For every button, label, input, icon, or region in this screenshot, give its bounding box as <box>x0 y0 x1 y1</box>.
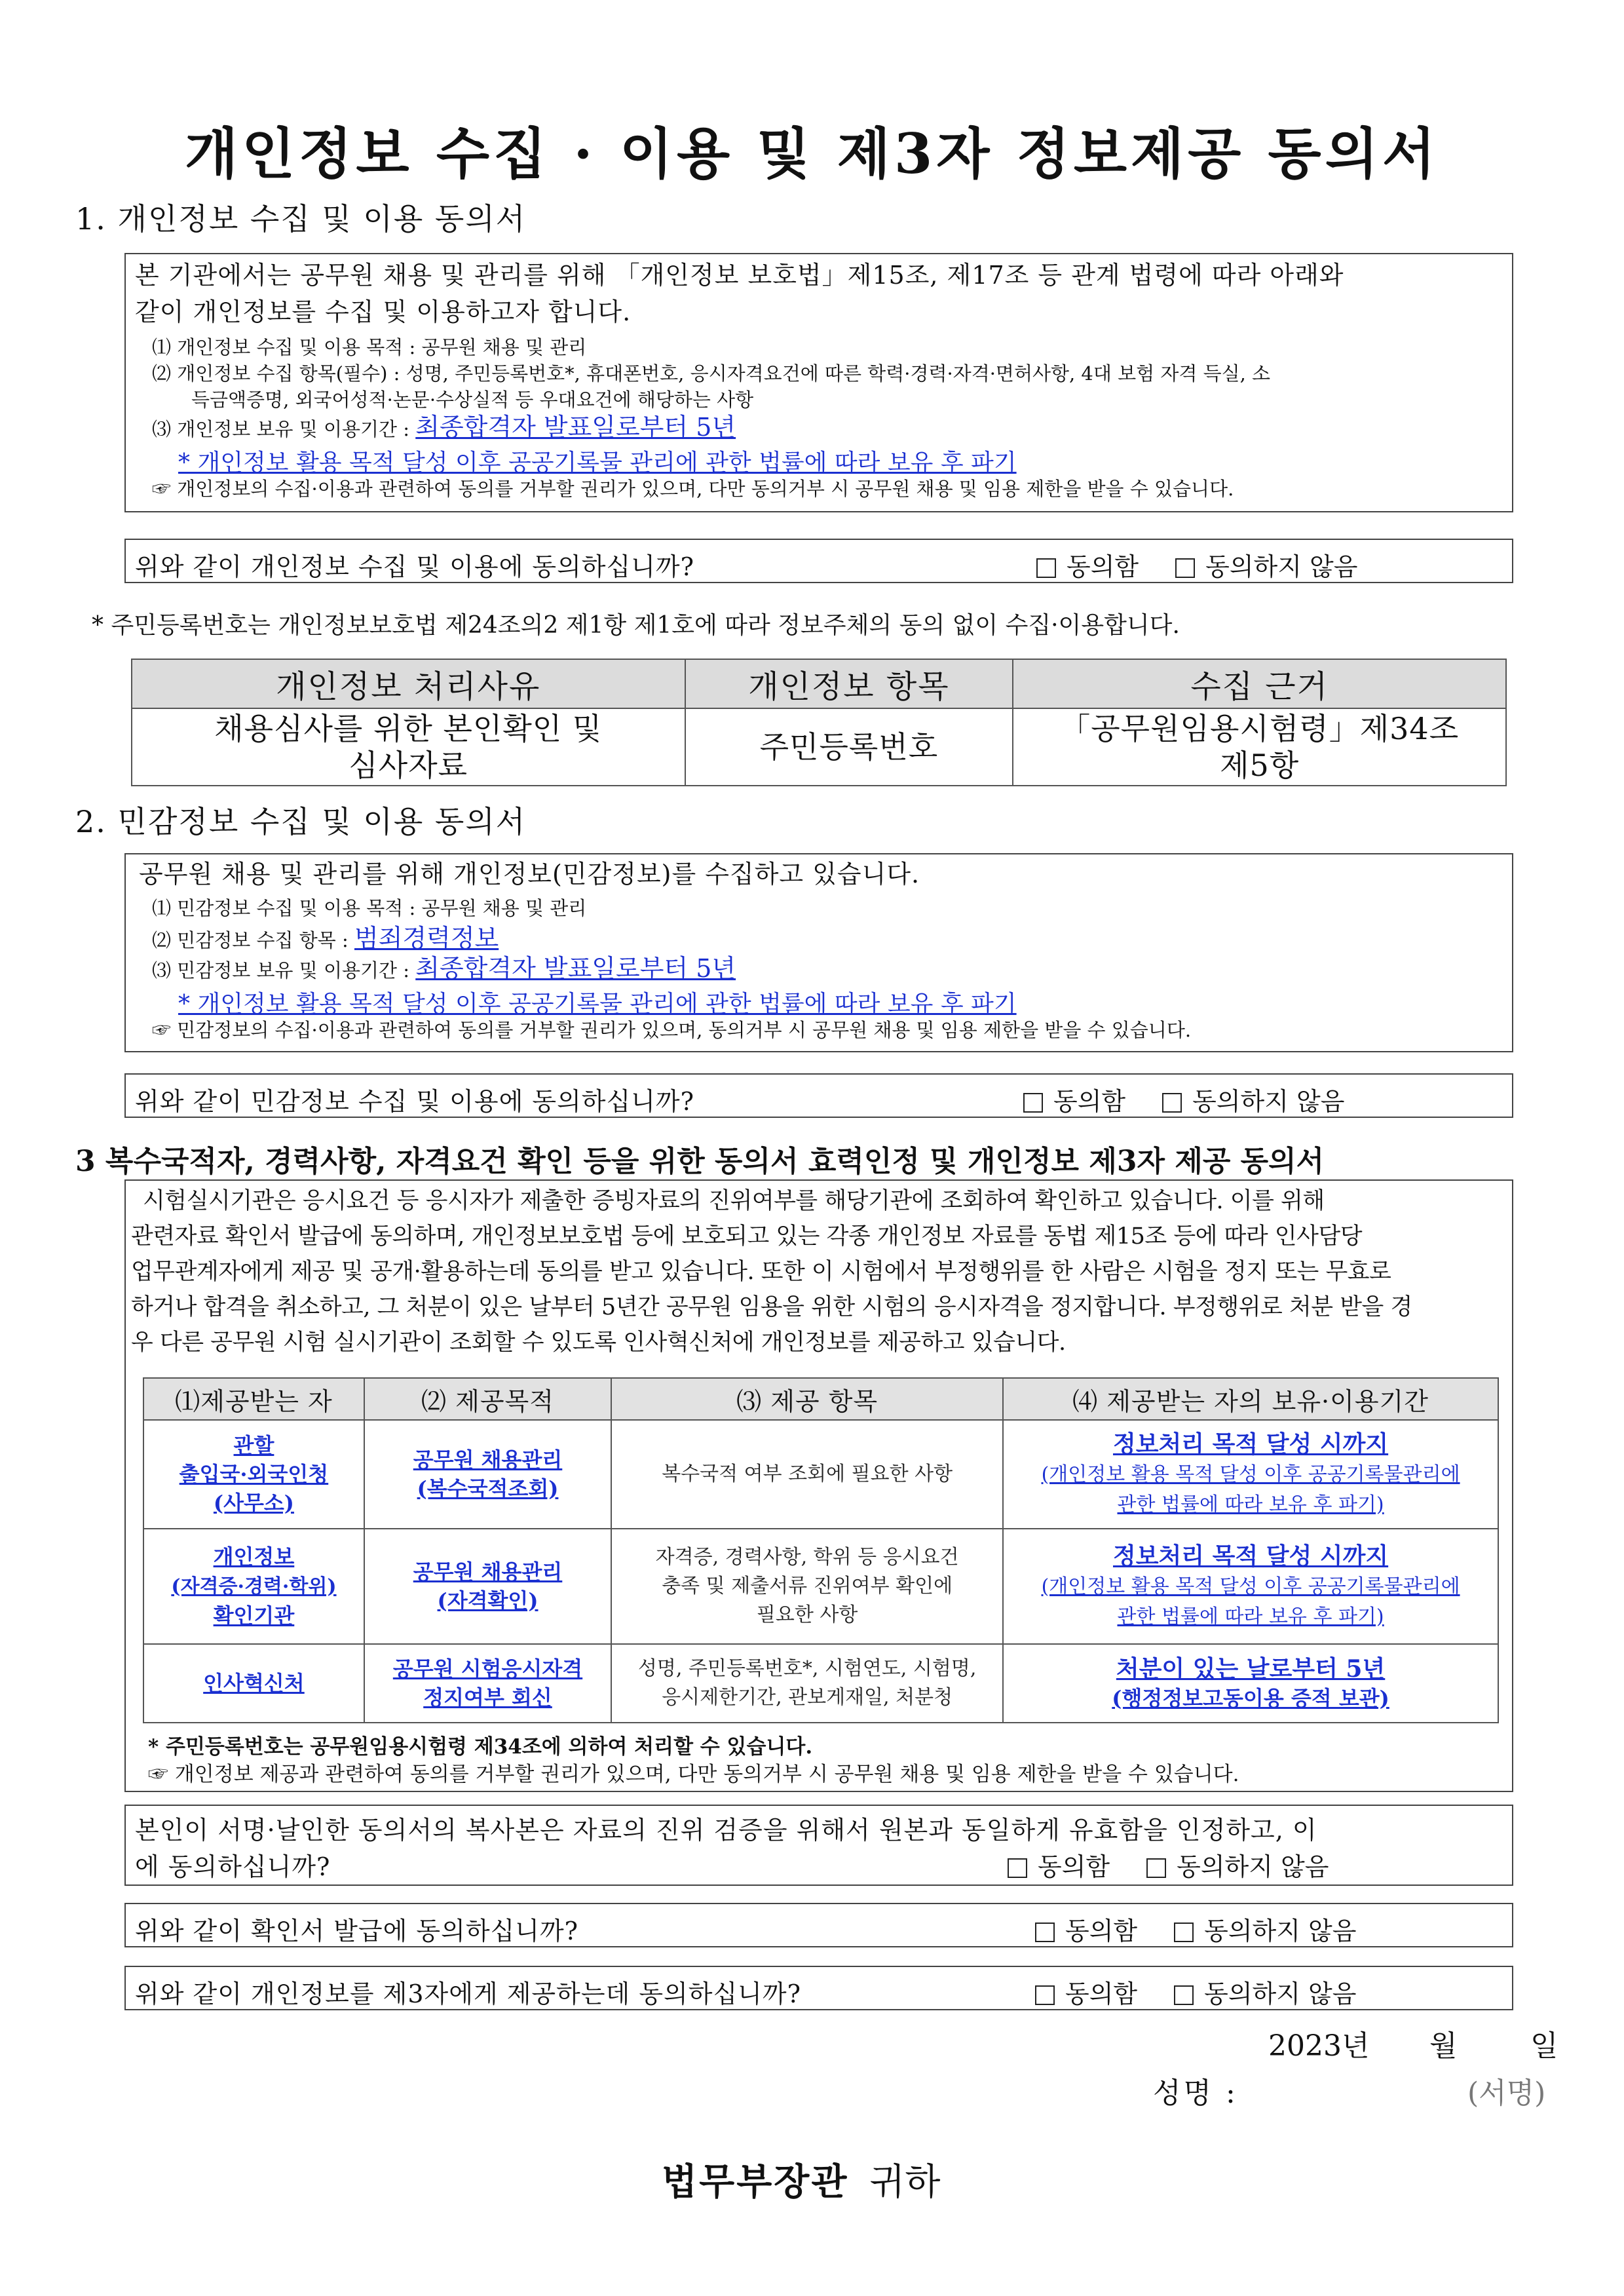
section1-notice: ☞ 개인정보의 수집·이용과 관련하여 동의를 거부할 권리가 있으며, 다만 동의거부 시 공무원 채용 및 임용 제한을 받을 수 있습니다. <box>152 478 1234 500</box>
section2-item2-value: 범죄경력정보 <box>354 924 499 953</box>
section1-intro-line2: 같이 개인정보를 수집 및 이용하고자 합니다. <box>135 297 632 326</box>
section1-disagree-checkbox[interactable] <box>1175 558 1195 578</box>
provision-row3-period: 처분이 있는 날로부터 5년 (행정정보고동이용 증적 보관) <box>1003 1644 1498 1723</box>
provision-row1-purpose: 공무원 채용관리 (복수국적조회) <box>364 1420 611 1529</box>
provision-row2-recipient: 개인정보 (자격증·경력·학위) 확인기관 <box>143 1529 364 1644</box>
section2-question: 위와 같이 민감정보 수집 및 이용에 동의하십니까? <box>135 1087 695 1116</box>
rrn-table <box>131 659 1507 786</box>
section2-question-box <box>124 1073 1513 1118</box>
confirm-question: 위와 같이 확인서 발급에 동의하십니까? <box>135 1917 579 1945</box>
section3-para-line3: 업무관계자에게 제공 및 공개·활용하는데 동의를 받고 있습니다. 또한 이 시험에서 부정행위를 한 사람은 시험을 정지 또는 무효로 <box>131 1259 1391 1285</box>
section2-consent-options <box>1023 1081 1344 1117</box>
copy-validity-question-box <box>124 1805 1513 1886</box>
section2-item2-label: ⑵ 민감정보 수집 항목 : <box>152 929 354 951</box>
section2-item3-value: 최종합격자 발표일로부터 5년 <box>415 954 736 983</box>
section1-box <box>124 253 1513 512</box>
copy-validity-agree-checkbox[interactable] <box>1008 1858 1027 1878</box>
provision-row3-items: 성명, 주민등록번호*, 시험연도, 시험명, 응시제한기간, 관보게재일, 처분청 <box>611 1644 1003 1723</box>
provision-row2-purpose: 공무원 채용관리 (자격확인) <box>364 1529 611 1644</box>
section1-disagree-label: 동의하지 않음 <box>1205 552 1358 581</box>
section1-item3-label: ⑶ 개인정보 보유 및 이용기간 : <box>152 418 416 440</box>
table-row <box>143 1420 1498 1529</box>
confirm-disagree-label: 동의하지 않음 <box>1204 1917 1357 1945</box>
copy-validity-question-line2: 에 동의하십니까? <box>135 1852 331 1881</box>
provision-row1-period: 정보처리 목적 달성 시까지 (개인정보 활용 목적 달성 이후 공공기록물관리에 관한 법률에 따라 보유 후 파기) <box>1003 1420 1498 1529</box>
section3-heading: 3 복수국적자, 경력사항, 자격요건 확인 등을 위한 동의서 효력인정 및 개인정보 제3자 제공 동의서 <box>75 1145 1325 1178</box>
rrn-table-item: 주민등록번호 <box>685 708 1013 786</box>
section2-disagree-label: 동의하지 않음 <box>1192 1087 1345 1116</box>
provision-header-period: ⑷ 제공받는 자의 보유·이용기간 <box>1003 1378 1498 1420</box>
rrn-table-header-basis: 수집 근거 <box>1013 659 1506 708</box>
table-row <box>143 1529 1498 1644</box>
section2-heading: 2. 민감정보 수집 및 이용 동의서 <box>75 804 527 839</box>
copy-validity-consent-options <box>1008 1846 1329 1883</box>
signature-name-label: 성명 : <box>1153 2076 1238 2110</box>
section1-item2-line2: 득금액증명, 외국어성적·논문·수상실적 등 우대요건에 해당하는 사항 <box>191 389 754 411</box>
thirdparty-agree-checkbox[interactable] <box>1035 1985 1055 2005</box>
section2-item3-note: * 개인정보 활용 목적 달성 이후 공공기록물 관리에 관한 법률에 따라 보유 후 파기 <box>178 991 1017 1018</box>
section1-item3-value: 최종합격자 발표일로부터 5년 <box>415 413 736 442</box>
date-day[interactable]: 일 <box>1530 2029 1558 2063</box>
section2-item1: ⑴ 민감정보 수집 및 이용 목적 : 공무원 채용 및 관리 <box>152 897 587 919</box>
section1-question-box <box>124 539 1513 583</box>
section1-agree-checkbox[interactable] <box>1036 558 1056 578</box>
section2-agree-checkbox[interactable] <box>1023 1093 1043 1113</box>
rrn-table-header-reason: 개인정보 처리사유 <box>132 659 685 708</box>
addressee-suffix: 귀하 <box>869 2161 941 2204</box>
thirdparty-disagree-checkbox[interactable] <box>1174 1985 1194 2005</box>
section3-rrn-note: * 주민등록번호는 공무원임용시험령 제34조에 의하여 처리할 수 있습니다. <box>148 1735 813 1759</box>
section3-para-line4: 하거나 합격을 취소하고, 그 처분이 있은 날부터 5년간 공무원 임용을 위한 시험의 응시자격을 정지합니다. 부정행위로 처분 받을 경 <box>131 1294 1412 1320</box>
section2-agree-label: 동의함 <box>1053 1087 1126 1116</box>
date-month[interactable]: 월 <box>1429 2029 1458 2063</box>
rrn-table-reason: 채용심사를 위한 본인확인 및 심사자료 <box>132 708 685 786</box>
confirm-agree-checkbox[interactable] <box>1035 1923 1055 1942</box>
section2-intro: 공무원 채용 및 관리를 위해 개인정보(민감정보)를 수집하고 있습니다. <box>139 860 920 889</box>
section1-item2-line1: ⑵ 개인정보 수집 항목(필수) : 성명, 주민등록번호*, 휴대폰번호, 응시자격요건에 따른 학력·경력·자격·면허사항, 4대 보험 자격 득실, 소 <box>152 362 1271 385</box>
thirdparty-question-box <box>124 1966 1513 2010</box>
provision-row3-purpose: 공무원 시험응시자격 정지여부 회신 <box>364 1644 611 1723</box>
confirm-agree-label: 동의함 <box>1065 1917 1138 1945</box>
document-title: 개인정보 수집 · 이용 및 제3자 정보제공 동의서 <box>185 121 1439 186</box>
section2-box <box>124 853 1513 1052</box>
provision-row2-items: 자격증, 경력사항, 학위 등 응시요건 충족 및 제출서류 진위여부 확인에 필요한 사항 <box>611 1529 1003 1644</box>
section1-intro-line1: 본 기관에서는 공무원 채용 및 관리를 위해 「개인정보 보호법」제15조, 제17조 등 관계 법령에 따라 아래와 <box>135 261 1344 290</box>
section2-item2 <box>152 925 499 953</box>
copy-validity-question-line1: 본인이 서명·날인한 동의서의 복사본은 자료의 진위 검증을 위해서 원본과 동일하게 유효함을 인정하고, 이 <box>135 1816 1317 1845</box>
provision-header-recipient: ⑴제공받는 자 <box>143 1378 364 1420</box>
section1-question: 위와 같이 개인정보 수집 및 이용에 동의하십니까? <box>135 552 695 581</box>
copy-validity-disagree-label: 동의하지 않음 <box>1177 1852 1329 1881</box>
provision-header-purpose: ⑵ 제공목적 <box>364 1378 611 1420</box>
addressee-name: 법무부장관 <box>662 2160 849 2204</box>
provision-table <box>143 1377 1499 1723</box>
section2-disagree-checkbox[interactable] <box>1162 1093 1182 1113</box>
section1-item3-note: * 개인정보 활용 목적 달성 이후 공공기록물 관리에 관한 법률에 따라 보유 후 파기 <box>178 450 1017 476</box>
section1-agree-label: 동의함 <box>1067 552 1139 581</box>
thirdparty-disagree-label: 동의하지 않음 <box>1204 1980 1357 2008</box>
section3-box <box>124 1179 1513 1792</box>
rrn-table-basis: 「공무원임용시험령」제34조 제5항 <box>1013 708 1506 786</box>
provision-row2-period: 정보처리 목적 달성 시까지 (개인정보 활용 목적 달성 이후 공공기록물관리에 관한 법률에 따라 보유 후 파기) <box>1003 1529 1498 1644</box>
section1-item3 <box>152 414 736 442</box>
copy-validity-disagree-checkbox[interactable] <box>1146 1858 1166 1878</box>
provision-row1-items: 복수국적 여부 조회에 필요한 사항 <box>611 1420 1003 1529</box>
provision-header-items: ⑶ 제공 항목 <box>611 1378 1003 1420</box>
signature-field[interactable]: (서명) <box>1467 2076 1546 2110</box>
rrn-table-header-item: 개인정보 항목 <box>685 659 1013 708</box>
section1-consent-options <box>1036 546 1357 583</box>
thirdparty-agree-label: 동의함 <box>1065 1980 1138 2008</box>
thirdparty-consent-options <box>1035 1974 1356 2010</box>
confirm-disagree-checkbox[interactable] <box>1174 1923 1194 1942</box>
section2-notice: ☞ 민감정보의 수집·이용과 관련하여 동의를 거부할 권리가 있으며, 동의거부 시 공무원 채용 및 임용 제한을 받을 수 있습니다. <box>152 1019 1192 1041</box>
section3-notice: ☞ 개인정보 제공과 관련하여 동의를 거부할 권리가 있으며, 다만 동의거부 시 공무원 채용 및 임용 제한을 받을 수 있습니다. <box>148 1763 1239 1786</box>
section3-para-line5: 우 다른 공무원 시험 실시기관이 조회할 수 있도록 인사혁신처에 개인정보를 제공하고 있습니다. <box>131 1330 1066 1356</box>
rrn-note: * 주민등록번호는 개인정보보호법 제24조의2 제1항 제1호에 따라 정보주체의 동의 없이 수집·이용합니다. <box>92 612 1180 639</box>
section3-para-line1: 시험실시기관은 응시요건 등 응시자가 제출한 증빙자료의 진위여부를 해당기관에 조회하여 확인하고 있습니다. 이를 위해 <box>143 1188 1325 1214</box>
section3-para-line2: 관련자료 확인서 발급에 동의하며, 개인정보보호법 등에 보호되고 있는 각종 개인정보 자료를 동법 제15조 등에 따라 인사담당 <box>131 1223 1363 1250</box>
provision-row3-recipient: 인사혁신처 <box>143 1644 364 1723</box>
section1-heading: 1. 개인정보 수집 및 이용 동의서 <box>75 201 527 237</box>
table-row <box>143 1644 1498 1723</box>
provision-row1-recipient: 관할 출입국·외국인청 (사무소) <box>143 1420 364 1529</box>
copy-validity-agree-label: 동의함 <box>1038 1852 1110 1881</box>
date-year[interactable]: 2023년 <box>1268 2029 1370 2063</box>
addressee <box>662 2153 941 2206</box>
confirm-consent-options <box>1035 1911 1356 1947</box>
section2-item3-label: ⑶ 민감정보 보유 및 이용기간 : <box>152 959 416 982</box>
section1-item1: ⑴ 개인정보 수집 및 이용 목적 : 공무원 채용 및 관리 <box>152 336 587 358</box>
thirdparty-question: 위와 같이 개인정보를 제3자에게 제공하는데 동의하십니까? <box>135 1980 801 2008</box>
section2-item3 <box>152 955 736 984</box>
confirm-question-box <box>124 1903 1513 1947</box>
